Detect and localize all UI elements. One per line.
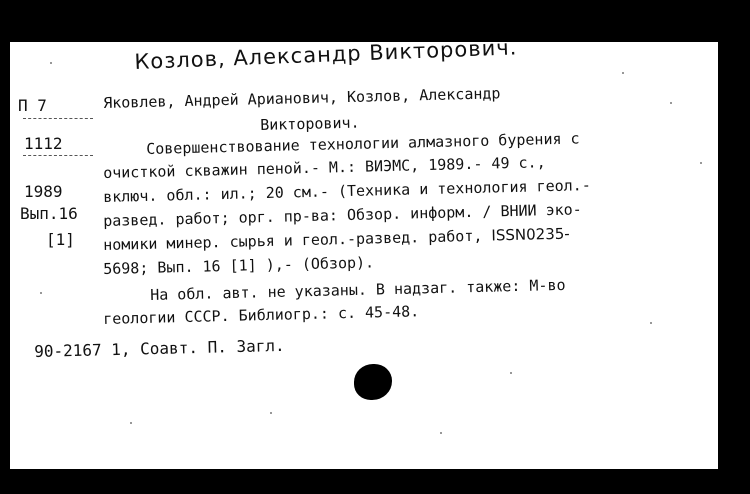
title-line-2: очисткой скважин пеной.- М.: ВИЭМС, 1989.- 49 с., — [103, 153, 546, 182]
description-line-3 — [103, 225, 570, 254]
call-number-divider-2 — [23, 155, 93, 157]
note-line-2: геологии СССР. Библиогр.: с. 45-48. — [103, 302, 420, 328]
call-number-line-1: П 7 — [18, 96, 47, 115]
call-number-issue: Вып.16 — [20, 204, 78, 223]
punch-hole — [354, 364, 392, 400]
call-number-line-2: 1112 — [24, 134, 63, 153]
description-line-2: развед. работ; орг. пр-ва: Обзор. информ. / ВНИИ эко- — [103, 200, 582, 230]
handwritten-heading: Козлов, Александр Викторович. — [134, 35, 518, 74]
description-line-1: включ. обл.: ил.; 20 см.- (Техника и технология геол.- — [103, 176, 591, 206]
tracing-line: 90-2167 1, Соавт. П. Загл. — [34, 335, 285, 361]
series-text: номики минер. сырья и геол.-развед. работ, — [103, 226, 483, 254]
note-line-1: На обл. авт. не указаны. В надзаг. также: М-во — [150, 275, 566, 304]
description-line-4: 5698; Вып. 16 [1] ),- (Обзор). — [103, 253, 375, 278]
issn-handwritten: ISSN0235- — [491, 224, 570, 245]
title-line-1: Совершенствование технологии алмазного бурения с — [146, 129, 580, 158]
call-number-year: 1989 — [24, 182, 63, 201]
authors-line: Яковлев, Андрей Арианович, Козлов, Александр — [103, 84, 501, 112]
call-number-divider — [23, 118, 93, 120]
authors-line-cont: Викторович. — [260, 113, 360, 134]
call-number-part: [1] — [46, 230, 75, 249]
catalog-card — [10, 35, 718, 469]
